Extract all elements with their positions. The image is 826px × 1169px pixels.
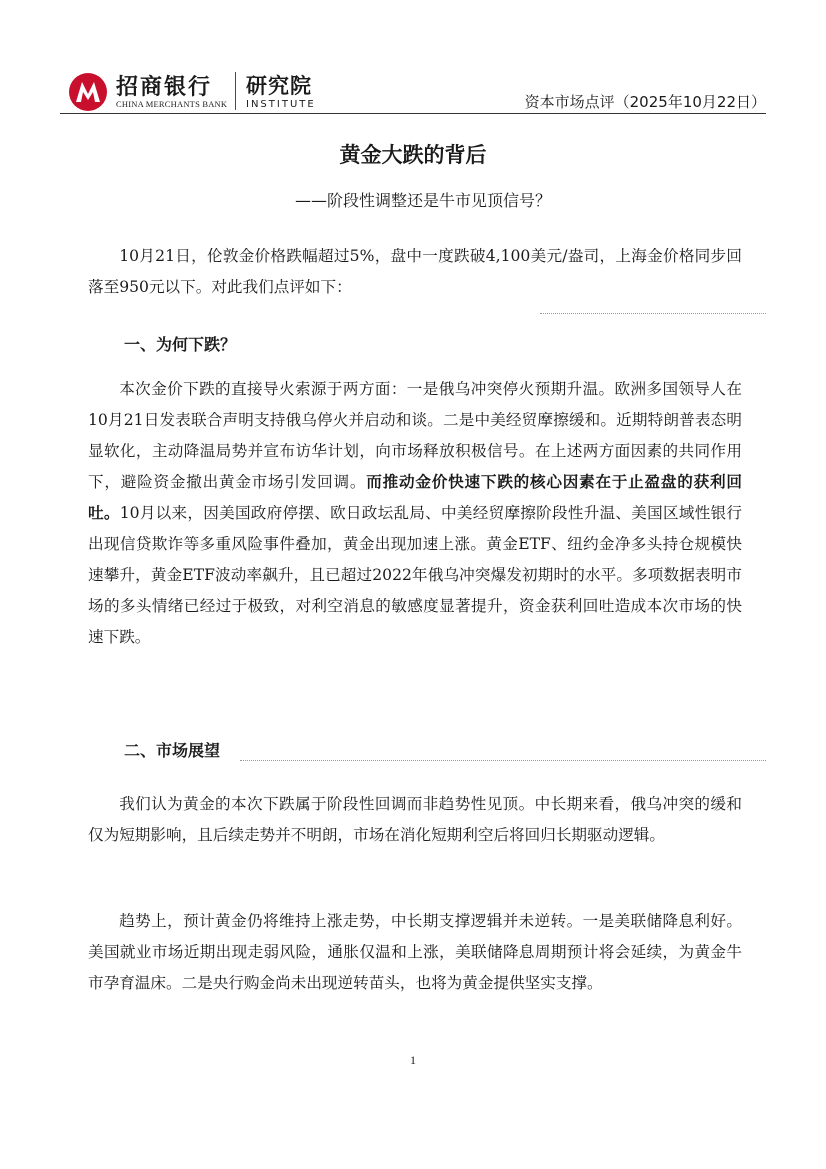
section-heading-why: 一、为何下跌？ bbox=[124, 335, 237, 354]
section-heading-outlook: 二、市场展望 bbox=[124, 741, 221, 760]
logo-divider bbox=[235, 72, 236, 110]
section-2-paragraph-1: 我们认为黄金的本次下跌属于阶段性回调而非趋势性见顶。中长期来看，俄乌冲突的缓和仅为短期影响，且后续走势并不明朗，市场在消化短期利空后将回归长期驱动逻辑。 bbox=[88, 795, 742, 844]
paragraph-text: 10月以来，因美国政府停摆、欧日政坛乱局、中美经贸摩擦阶段性升温、美国区域性银行出现信贷欺诈等多重风险事件叠加，黄金出现加速上涨。黄金ETF、纽约金净多头持仓规模快速攀升，黄金ETF波动率飙升，且已超过2022年俄乌冲突爆发初期时的水平。多项数据表明市场的多头情绪已经过于极致，对利空消息的敏感度显著提升，资金获利回吐造成本次市场的快速下跌。 bbox=[88, 504, 742, 646]
institute-name-en: INSTITUTE bbox=[246, 99, 316, 110]
bank-name-cn: 招商银行 bbox=[116, 75, 213, 100]
page-subtitle: ——阶段性调整还是牛市见顶信号？ bbox=[294, 191, 551, 210]
dotted-rule bbox=[540, 313, 766, 314]
institute-name-cn: 研究院 bbox=[246, 74, 312, 98]
report-type-date: 资本市场点评（2025年10月22日） bbox=[524, 93, 766, 111]
section-2-paragraph-2: 趋势上，预计黄金仍将维持上涨走势，中长期支撑逻辑并未逆转。一是美联储降息利好。美国就业市场近期出现走弱风险，通胀仅温和上涨，美联储降息周期预计将会延续，为黄金牛市孕育温床。二是央行购金尚未出现逆转苗头，也将为黄金提供坚实支撑。 bbox=[88, 912, 742, 992]
page-number: 1 bbox=[410, 1053, 416, 1067]
cmb-logo-icon bbox=[68, 72, 108, 112]
dotted-rule bbox=[240, 760, 766, 761]
paragraph-text: 本次金价下跌的直接导火索源于两方面：一是俄乌冲突停火预期升温。欧洲多国领导人在10月21日发表联合声明支持俄乌停火并启动和谈。二是中美经贸摩擦缓和。近期特朗普表态明显软化，主动降温局势并宣布访华计划，向市场释放积极信号。在上述两方面因素的共同作用下，避险资金撤出黄金市场引发回调。 bbox=[88, 380, 742, 491]
page-title: 黄金大跌的背后 bbox=[339, 143, 487, 167]
intro-paragraph: 10月21日，伦敦金价格跌幅超过5%，盘中一度跌破4,100美元/盎司，上海金价格同步回落至950元以下。对此我们点评如下： bbox=[88, 247, 742, 296]
section-1-paragraph bbox=[88, 374, 742, 653]
bank-name-en: CHINA MERCHANTS BANK bbox=[116, 99, 228, 109]
header-rule bbox=[60, 113, 766, 114]
key-point-bold: 而推动金价快速下跌的核心因素在于止盈盘的获利回吐。 bbox=[88, 473, 742, 522]
page-header bbox=[60, 66, 766, 114]
